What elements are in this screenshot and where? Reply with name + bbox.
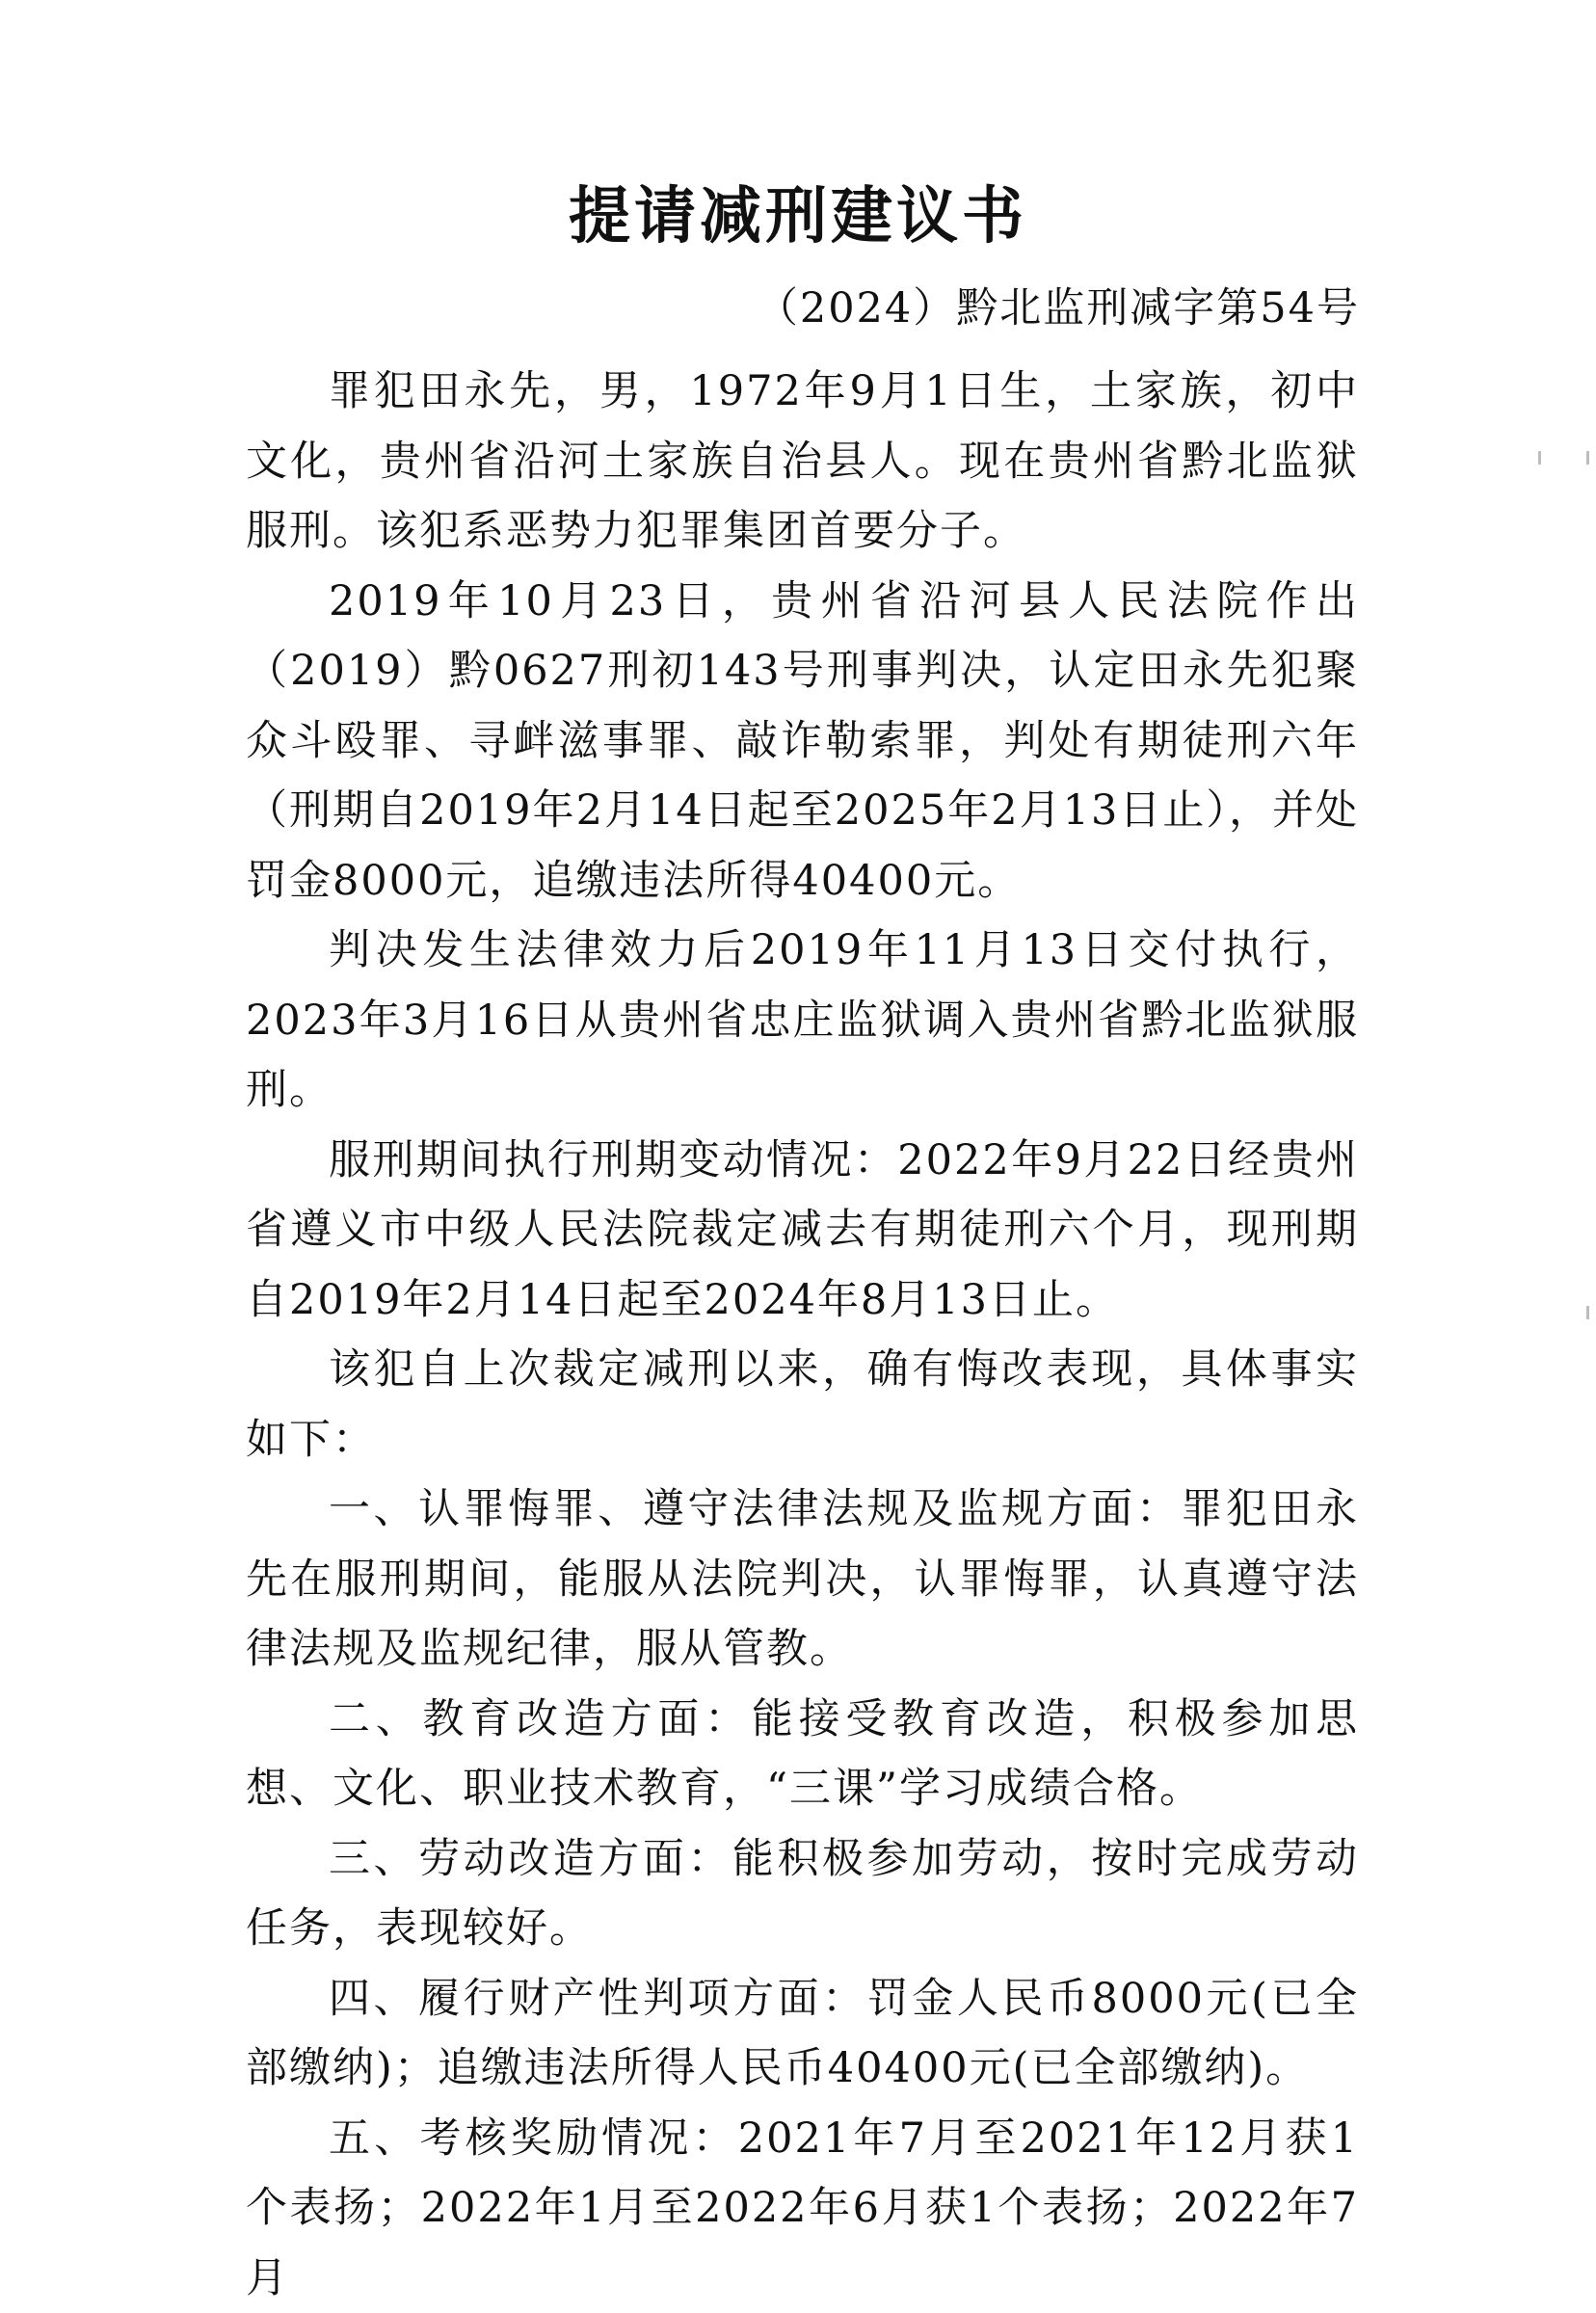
- paragraph-law-compliance: 一、认罪悔罪、遵守法律法规及监规方面：罪犯田永先在服刑期间，能服从法院判决，认罪悔罪，认真遵守法律法规及监规纪律，服从管教。: [246, 1475, 1359, 1685]
- scan-mark: [1538, 451, 1541, 465]
- document-title: 提请减刑建议书: [0, 178, 1596, 255]
- paragraph-labor: 三、劳动改造方面：能积极参加劳动，按时完成劳动任务，表现较好。: [246, 1824, 1359, 1964]
- paragraph-rewards: 五、考核奖励情况：2021年7月至2021年12月获1个表扬；2022年1月至2022年6月获1个表扬；2022年7月: [246, 2104, 1359, 2313]
- paragraph-property-judgment: 四、履行财产性判项方面：罚金人民币8000元(已全部缴纳)；追缴违法所得人民币40400元(已全部缴纳)。: [246, 1964, 1359, 2104]
- scan-mark: [1586, 1306, 1589, 1319]
- paragraph-execution: 判决发生法律效力后2019年11月13日交付执行，2023年3月16日从贵州省忠庄监狱调入贵州省黔北监狱服刑。: [246, 916, 1359, 1126]
- scan-mark: [1586, 451, 1589, 465]
- document-number: （2024）黔北监刑减字第54号: [757, 279, 1360, 337]
- document-body: [246, 357, 1359, 2313]
- paragraph-repentance-summary: 该犯自上次裁定减刑以来，确有悔改表现，具体事实如下：: [246, 1335, 1359, 1475]
- paragraph-judgment: 2019年10月23日，贵州省沿河县人民法院作出（2019）黔0627刑初143号刑事判决，认定田永先犯聚众斗殴罪、寻衅滋事罪、敲诈勒索罪，判处有期徒刑六年（刑期自2019年2月14日起至2025年2月13日止），并处罚金8000元，追缴违法所得40400元。: [246, 567, 1359, 917]
- paragraph-criminal-info: 罪犯田永先，男，1972年9月1日生，土家族，初中文化，贵州省沿河土家族自治县人。现在贵州省黔北监狱服刑。该犯系恶势力犯罪集团首要分子。: [246, 357, 1359, 567]
- paragraph-education: 二、教育改造方面：能接受教育改造，积极参加思想、文化、职业技术教育，“三课”学习成绩合格。: [246, 1685, 1359, 1824]
- paragraph-sentence-change: 服刑期间执行刑期变动情况：2022年9月22日经贵州省遵义市中级人民法院裁定减去有期徒刑六个月，现刑期自2019年2月14日起至2024年8月13日止。: [246, 1126, 1359, 1336]
